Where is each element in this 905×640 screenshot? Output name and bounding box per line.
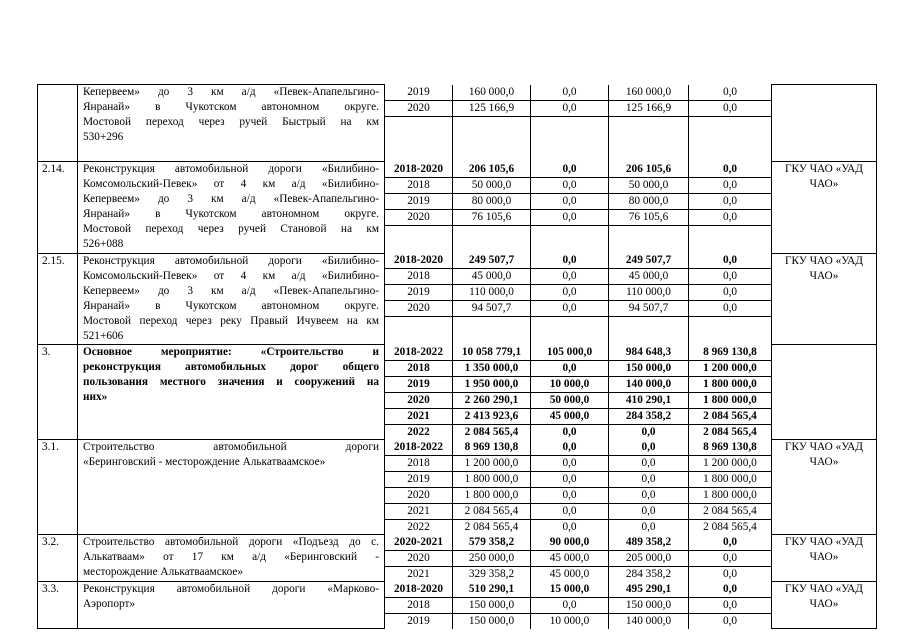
period-cell: 2020 xyxy=(385,101,452,117)
total-amount-cell: 1 350 000,0 xyxy=(453,361,530,377)
federal-budget-column xyxy=(531,85,609,162)
other-sources-column xyxy=(689,582,772,629)
period-cell: 2021 xyxy=(407,567,430,580)
description-line: Комсомольский-Певек» от 4 км а/д «Билибино- xyxy=(83,269,379,282)
table-row xyxy=(38,253,877,345)
other-sources-cell: 2 084 565,4 xyxy=(703,520,757,533)
period-cell: 2018-2022 xyxy=(385,345,452,361)
federal-budget-cell: 0,0 xyxy=(531,301,608,317)
empty-cell xyxy=(385,317,452,332)
description-line: месторождение Алькатваамское» xyxy=(83,566,244,579)
total-amount-cell: 45 000,0 xyxy=(453,269,530,285)
period-cell: 2019 xyxy=(385,194,452,210)
other-sources-cell: 0,0 xyxy=(689,535,771,551)
period-column xyxy=(385,440,453,535)
table-row xyxy=(38,345,877,440)
item-number: 2.15. xyxy=(38,253,78,345)
empty-cell xyxy=(609,317,688,332)
description-line: Кепервеем» до 3 км а/д «Певек-Апапельгино- xyxy=(83,193,379,206)
description-line: Янранай» в Чукотском автономном округе. xyxy=(83,299,379,312)
other-sources-column xyxy=(689,535,772,582)
responsible-executor: ГКУ ЧАО «УАД ЧАО» xyxy=(772,582,877,629)
regional-budget-column xyxy=(609,85,689,162)
total-amount-cell: 206 105,6 xyxy=(453,162,530,178)
total-amount-cell: 150 000,0 xyxy=(468,614,515,627)
total-amount-cell: 10 058 779,1 xyxy=(453,345,530,361)
description-line: Янранай» в Чукотском автономном округе. xyxy=(83,208,379,221)
federal-budget-column xyxy=(531,253,609,345)
other-sources-cell: 0,0 xyxy=(689,269,771,285)
regional-budget-cell: 284 358,2 xyxy=(609,409,688,425)
other-sources-cell: 8 969 130,8 xyxy=(689,440,771,456)
period-cell: 2019 xyxy=(385,472,452,488)
other-sources-column xyxy=(689,162,772,254)
period-cell: 2020 xyxy=(385,210,452,226)
federal-budget-cell: 50 000,0 xyxy=(531,393,608,409)
regional-budget-cell: 76 105,6 xyxy=(609,210,688,226)
item-description xyxy=(78,345,385,440)
regional-budget-cell: 0,0 xyxy=(609,456,688,472)
regional-budget-cell: 45 000,0 xyxy=(609,269,688,285)
empty-cell xyxy=(609,226,688,241)
item-number xyxy=(38,85,78,162)
table-row xyxy=(38,85,877,162)
table-row xyxy=(38,582,877,629)
description-line: Мостовой переход через ручей Становой на км xyxy=(83,223,379,236)
total-amount-cell: 2 084 565,4 xyxy=(464,425,519,438)
period-cell: 2019 xyxy=(385,285,452,301)
description-line: них» xyxy=(83,391,108,404)
other-sources-cell: 0,0 xyxy=(689,162,771,178)
period-column xyxy=(385,85,453,162)
other-sources-cell: 0,0 xyxy=(689,301,771,317)
period-cell: 2018 xyxy=(385,361,452,377)
total-amount-cell: 80 000,0 xyxy=(453,194,530,210)
regional-budget-cell: 150 000,0 xyxy=(609,361,688,377)
regional-budget-cell: 284 358,2 xyxy=(625,567,672,580)
total-amount-cell: 329 358,2 xyxy=(468,567,515,580)
federal-budget-cell: 0,0 xyxy=(531,253,608,269)
description-line: Алькатваам» от 17 км а/д «Беринговский - xyxy=(83,551,379,564)
total-amount-cell: 510 290,1 xyxy=(453,582,530,598)
period-cell: 2020 xyxy=(385,488,452,504)
table-row xyxy=(38,535,877,582)
period-cell: 2018-2020 xyxy=(385,162,452,178)
regional-budget-column xyxy=(609,345,689,440)
regional-budget-cell: 495 290,1 xyxy=(609,582,688,598)
total-amount-cell: 110 000,0 xyxy=(453,285,530,301)
description-line: Реконструкция автомобильной дороги «Билибино- xyxy=(83,163,379,175)
federal-budget-cell: 0,0 xyxy=(531,194,608,210)
empty-cell xyxy=(531,117,608,162)
responsible-executor: ГКУ ЧАО «УАД ЧАО» xyxy=(772,440,877,535)
period-cell: 2022 xyxy=(407,425,430,438)
federal-budget-cell: 0,0 xyxy=(531,488,608,504)
federal-budget-column xyxy=(531,440,609,535)
period-cell: 2018 xyxy=(385,456,452,472)
empty-cell xyxy=(453,317,530,332)
period-column xyxy=(385,345,453,440)
regional-budget-cell: 50 000,0 xyxy=(609,178,688,194)
total-amount-cell: 249 507,7 xyxy=(453,253,530,269)
period-cell: 2020 xyxy=(385,393,452,409)
period-cell: 2019 xyxy=(385,377,452,393)
federal-budget-cell: 0,0 xyxy=(562,425,577,438)
total-amount-cell: 1 800 000,0 xyxy=(453,472,530,488)
period-cell: 2020 xyxy=(385,301,452,317)
federal-budget-cell: 45 000,0 xyxy=(531,409,608,425)
item-description xyxy=(78,253,385,345)
regional-budget-cell: 0,0 xyxy=(609,488,688,504)
total-amount-column xyxy=(453,582,531,629)
description-line: Кепервеем» до 3 км а/д «Певек-Апапельгино- xyxy=(83,86,379,98)
item-number: 3.1. xyxy=(38,440,78,535)
total-amount-cell: 94 507,7 xyxy=(453,301,530,317)
other-sources-column xyxy=(689,345,772,440)
empty-cell xyxy=(689,226,771,241)
other-sources-cell: 0,0 xyxy=(722,567,738,580)
total-amount-cell: 8 969 130,8 xyxy=(453,440,530,456)
item-number: 3.3. xyxy=(38,582,78,629)
total-amount-cell: 2 084 565,4 xyxy=(453,504,530,520)
federal-budget-cell: 15 000,0 xyxy=(531,582,608,598)
description-line: Строительство автомобильной дороги xyxy=(83,441,379,454)
empty-cell xyxy=(689,317,771,332)
regional-budget-cell: 984 648,3 xyxy=(609,345,688,361)
description-line: 526+088 xyxy=(83,238,124,251)
federal-budget-cell: 45 000,0 xyxy=(549,567,590,580)
other-sources-cell: 0,0 xyxy=(689,194,771,210)
other-sources-column xyxy=(689,440,772,535)
item-description xyxy=(78,535,385,582)
federal-budget-column xyxy=(531,345,609,440)
federal-budget-cell: 0,0 xyxy=(531,598,608,614)
description-line: реконструкция автомобильных дорог общего xyxy=(83,361,379,374)
regional-budget-cell: 140 000,0 xyxy=(625,614,672,627)
regional-budget-cell: 160 000,0 xyxy=(609,85,688,101)
total-amount-column xyxy=(453,253,531,345)
federal-budget-cell: 90 000,0 xyxy=(531,535,608,551)
regional-budget-column xyxy=(609,253,689,345)
total-amount-cell: 2 260 290,1 xyxy=(453,393,530,409)
federal-budget-cell: 45 000,0 xyxy=(531,551,608,567)
empty-cell xyxy=(531,317,608,332)
other-sources-cell: 2 084 565,4 xyxy=(689,504,771,520)
other-sources-cell: 0,0 xyxy=(689,285,771,301)
description-line: Мостовой переход через реку Правый Ичувеем на км xyxy=(83,314,379,327)
federal-budget-cell: 105 000,0 xyxy=(531,345,608,361)
regional-budget-cell: 0,0 xyxy=(609,472,688,488)
table-row xyxy=(38,440,877,535)
other-sources-cell: 1 200 000,0 xyxy=(689,361,771,377)
total-amount-cell: 125 166,9 xyxy=(453,101,530,117)
other-sources-cell: 0,0 xyxy=(689,101,771,117)
period-cell: 2020-2021 xyxy=(385,535,452,551)
other-sources-cell: 0,0 xyxy=(689,598,771,614)
program-table xyxy=(37,84,877,629)
description-line: Комсомольский-Певек» от 4 км а/д «Билибино- xyxy=(83,178,379,191)
other-sources-column xyxy=(689,85,772,162)
other-sources-cell: 0,0 xyxy=(722,614,738,627)
period-cell: 2022 xyxy=(407,520,430,533)
period-column xyxy=(385,582,453,629)
federal-budget-cell: 10 000,0 xyxy=(549,614,590,627)
other-sources-cell: 1 800 000,0 xyxy=(689,393,771,409)
other-sources-cell: 2 084 565,4 xyxy=(703,425,757,438)
regional-budget-cell: 0,0 xyxy=(641,425,656,438)
empty-cell xyxy=(385,117,452,162)
total-amount-cell: 2 413 923,6 xyxy=(453,409,530,425)
period-cell: 2018-2022 xyxy=(385,440,452,456)
period-cell: 2018 xyxy=(385,269,452,285)
period-cell: 2019 xyxy=(385,85,452,101)
period-cell: 2018 xyxy=(385,178,452,194)
empty-cell xyxy=(689,117,771,162)
regional-budget-cell: 0,0 xyxy=(641,520,656,533)
total-amount-cell: 76 105,6 xyxy=(453,210,530,226)
federal-budget-cell: 0,0 xyxy=(531,85,608,101)
item-description xyxy=(78,162,385,254)
regional-budget-cell: 0,0 xyxy=(609,504,688,520)
empty-cell xyxy=(531,226,608,241)
federal-budget-cell: 0,0 xyxy=(531,285,608,301)
empty-cell xyxy=(385,226,452,241)
total-amount-column xyxy=(453,440,531,535)
period-cell: 2018-2020 xyxy=(385,582,452,598)
empty-cell xyxy=(453,226,530,241)
other-sources-cell: 2 084 565,4 xyxy=(689,409,771,425)
total-amount-cell: 1 800 000,0 xyxy=(453,488,530,504)
federal-budget-cell: 0,0 xyxy=(531,269,608,285)
table-row xyxy=(38,162,877,254)
other-sources-cell: 0,0 xyxy=(689,582,771,598)
federal-budget-cell: 0,0 xyxy=(531,456,608,472)
total-amount-cell: 150 000,0 xyxy=(453,598,530,614)
other-sources-cell: 1 800 000,0 xyxy=(689,472,771,488)
other-sources-cell: 0,0 xyxy=(689,551,771,567)
other-sources-cell: 0,0 xyxy=(689,178,771,194)
total-amount-column xyxy=(453,85,531,162)
regional-budget-cell: 140 000,0 xyxy=(609,377,688,393)
description-line: Строительство автомобильной дороги «Подъезд до с. xyxy=(83,536,379,549)
description-line: «Беринговский - месторождение Алькатваамское» xyxy=(83,456,326,469)
period-column xyxy=(385,253,453,345)
responsible-executor: ГКУ ЧАО «УАД ЧАО» xyxy=(772,535,877,582)
total-amount-cell: 2 084 565,4 xyxy=(464,520,519,533)
regional-budget-cell: 80 000,0 xyxy=(609,194,688,210)
regional-budget-cell: 110 000,0 xyxy=(609,285,688,301)
period-column xyxy=(385,535,453,582)
regional-budget-column xyxy=(609,162,689,254)
item-number: 3. xyxy=(38,345,78,440)
regional-budget-column xyxy=(609,440,689,535)
description-line: пользования местного значения и сооружений на xyxy=(83,376,379,389)
other-sources-cell: 0,0 xyxy=(689,253,771,269)
federal-budget-cell: 0,0 xyxy=(531,361,608,377)
federal-budget-cell: 0,0 xyxy=(531,178,608,194)
regional-budget-cell: 125 166,9 xyxy=(609,101,688,117)
regional-budget-cell: 205 000,0 xyxy=(609,551,688,567)
regional-budget-cell: 206 105,6 xyxy=(609,162,688,178)
federal-budget-cell: 0,0 xyxy=(562,520,577,533)
total-amount-column xyxy=(453,345,531,440)
total-amount-cell: 50 000,0 xyxy=(453,178,530,194)
item-description xyxy=(78,440,385,535)
description-line: Янранай» в Чукотском автономном округе. xyxy=(83,101,379,114)
period-cell: 2020 xyxy=(385,551,452,567)
regional-budget-cell: 150 000,0 xyxy=(609,598,688,614)
period-cell: 2019 xyxy=(407,614,430,627)
period-cell: 2018-2020 xyxy=(385,253,452,269)
item-description xyxy=(78,85,385,162)
federal-budget-cell: 0,0 xyxy=(531,504,608,520)
regional-budget-column xyxy=(609,535,689,582)
federal-budget-cell: 0,0 xyxy=(531,162,608,178)
description-line: Реконструкция автомобильной дороги «Марково- xyxy=(83,583,379,596)
description-line: Основное мероприятие: «Строительство и xyxy=(83,346,379,359)
other-sources-cell: 0,0 xyxy=(689,210,771,226)
total-amount-cell: 579 358,2 xyxy=(453,535,530,551)
description-line: Аэропорт» xyxy=(83,598,136,611)
regional-budget-column xyxy=(609,582,689,629)
description-line: Кепервеем» до 3 км а/д «Певек-Апапельгино- xyxy=(83,284,379,297)
regional-budget-cell: 0,0 xyxy=(609,440,688,456)
item-number: 3.2. xyxy=(38,535,78,582)
other-sources-cell: 1 800 000,0 xyxy=(689,377,771,393)
period-cell: 2018 xyxy=(385,598,452,614)
total-amount-cell: 1 200 000,0 xyxy=(453,456,530,472)
empty-cell xyxy=(453,117,530,162)
federal-budget-cell: 10 000,0 xyxy=(531,377,608,393)
federal-budget-cell: 0,0 xyxy=(531,101,608,117)
other-sources-cell: 1 800 000,0 xyxy=(689,488,771,504)
period-cell: 2021 xyxy=(385,409,452,425)
federal-budget-cell: 0,0 xyxy=(531,440,608,456)
other-sources-cell: 8 969 130,8 xyxy=(689,345,771,361)
period-column xyxy=(385,162,453,254)
description-line: Мостовой переход через ручей Быстрый на км xyxy=(83,116,379,129)
total-amount-cell: 1 950 000,0 xyxy=(453,377,530,393)
regional-budget-cell: 249 507,7 xyxy=(609,253,688,269)
description-line: 521+606 xyxy=(83,330,124,343)
total-amount-cell: 160 000,0 xyxy=(453,85,530,101)
total-amount-column xyxy=(453,162,531,254)
federal-budget-cell: 0,0 xyxy=(531,210,608,226)
description-line: Реконструкция автомобильной дороги «Билибино- xyxy=(83,254,379,267)
regional-budget-cell: 94 507,7 xyxy=(609,301,688,317)
other-sources-cell: 0,0 xyxy=(689,85,771,101)
regional-budget-cell: 410 290,1 xyxy=(609,393,688,409)
other-sources-cell: 1 200 000,0 xyxy=(689,456,771,472)
total-amount-cell: 250 000,0 xyxy=(453,551,530,567)
period-cell: 2021 xyxy=(385,504,452,520)
responsible-executor xyxy=(772,85,877,162)
item-description xyxy=(78,582,385,629)
description-line: 530+296 xyxy=(83,131,124,144)
federal-budget-column xyxy=(531,535,609,582)
responsible-executor xyxy=(772,345,877,440)
regional-budget-cell: 489 358,2 xyxy=(609,535,688,551)
federal-budget-cell: 0,0 xyxy=(531,472,608,488)
item-number: 2.14. xyxy=(38,162,78,254)
responsible-executor: ГКУ ЧАО «УАД ЧАО» xyxy=(772,162,877,254)
empty-cell xyxy=(609,117,688,162)
federal-budget-column xyxy=(531,162,609,254)
federal-budget-column xyxy=(531,582,609,629)
total-amount-column xyxy=(453,535,531,582)
other-sources-column xyxy=(689,253,772,345)
responsible-executor: ГКУ ЧАО «УАД ЧАО» xyxy=(772,253,877,345)
